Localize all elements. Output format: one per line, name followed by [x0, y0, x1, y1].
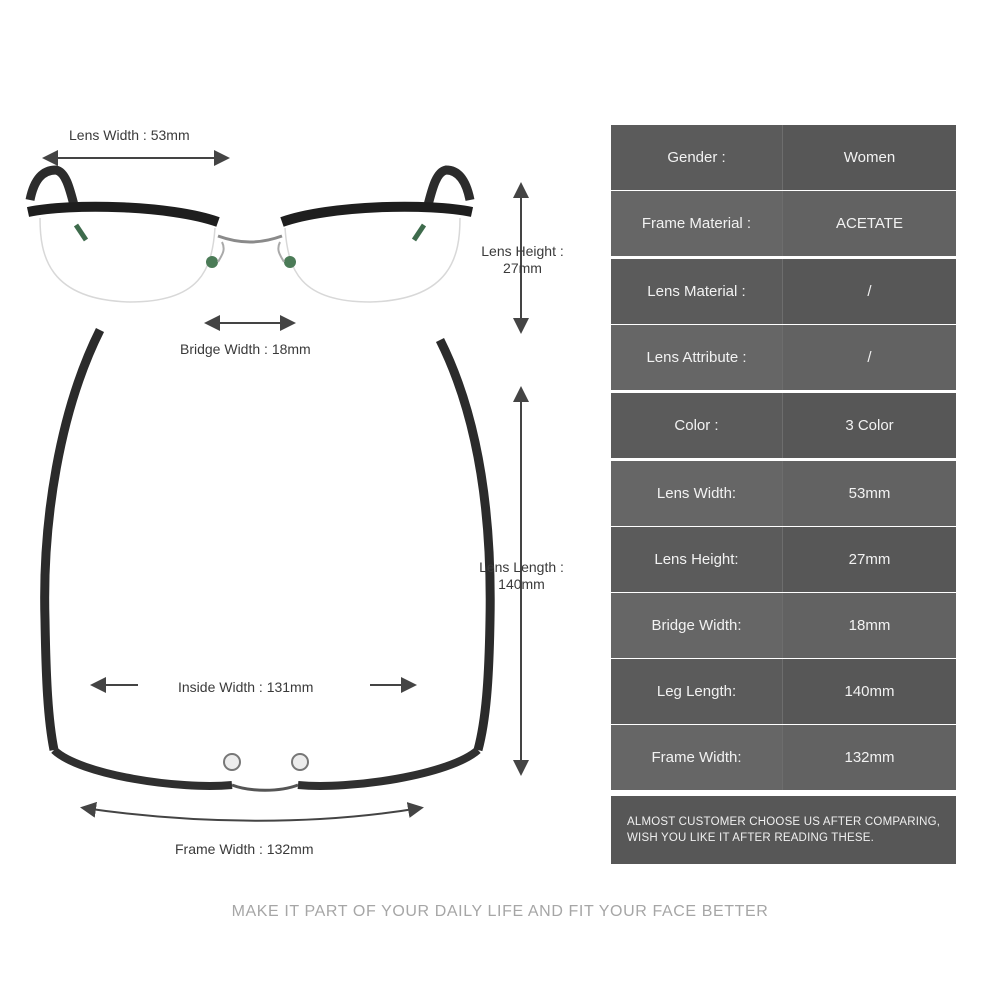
spec-value: 53mm — [783, 461, 956, 526]
spec-row-lens-height — [611, 527, 956, 592]
spec-row-gender — [611, 125, 956, 190]
spec-row-lens-attribute — [611, 325, 956, 390]
lens-height-label — [470, 243, 575, 277]
spec-row-lens-material — [611, 259, 956, 324]
top-view-glasses — [45, 330, 491, 790]
customer-note-line2: WISH YOU LIKE IT AFTER READING THESE. — [627, 832, 875, 844]
customer-note — [611, 796, 956, 864]
lens-width-label: Lens Width : 53mm — [69, 127, 190, 143]
bridge-width-label: Bridge Width : 18mm — [180, 341, 311, 357]
spec-key: Gender : — [611, 125, 783, 190]
spec-key: Leg Length: — [611, 659, 783, 724]
spec-key: Lens Height: — [611, 527, 783, 592]
lens-length-label — [469, 559, 574, 593]
front-view-glasses — [28, 170, 472, 302]
spec-row-leg-length — [611, 659, 956, 724]
lens-length-label-line2: 140mm — [498, 576, 545, 592]
spec-value: 27mm — [783, 527, 956, 592]
spec-value: 18mm — [783, 593, 956, 658]
spec-value: 140mm — [783, 659, 956, 724]
lens-height-label-line2: 27mm — [503, 260, 542, 276]
spec-key: Lens Width: — [611, 461, 783, 526]
spec-key: Bridge Width: — [611, 593, 783, 658]
spec-value: ACETATE — [783, 191, 956, 256]
spec-table — [611, 125, 956, 791]
spec-key: Color : — [611, 393, 783, 458]
spec-row-bridge-width — [611, 593, 956, 658]
spec-row-lens-width — [611, 461, 956, 526]
spec-key: Frame Width: — [611, 725, 783, 790]
spec-row-frame-material — [611, 191, 956, 256]
customer-note-line1: ALMOST CUSTOMER CHOOSE US AFTER COMPARING, — [627, 816, 941, 828]
spec-value: 132mm — [783, 725, 956, 790]
inside-width-label: Inside Width : 131mm — [178, 679, 314, 695]
spec-key: Lens Attribute : — [611, 325, 783, 390]
spec-row-frame-width — [611, 725, 956, 790]
spec-value: 3 Color — [783, 393, 956, 458]
spec-value: / — [783, 259, 956, 324]
spec-key: Lens Material : — [611, 259, 783, 324]
spec-value: Women — [783, 125, 956, 190]
lens-height-label-line1: Lens Height : — [481, 243, 564, 259]
spec-value: / — [783, 325, 956, 390]
frame-width-arrow — [84, 808, 420, 821]
tagline: MAKE IT PART OF YOUR DAILY LIFE AND FIT YOUR FACE BETTER — [231, 903, 769, 920]
frame-width-label: Frame Width : 132mm — [175, 841, 314, 857]
spec-key: Frame Material : — [611, 191, 783, 256]
lens-length-label-line1: Lens Length : — [479, 559, 564, 575]
spec-row-color — [611, 393, 956, 458]
